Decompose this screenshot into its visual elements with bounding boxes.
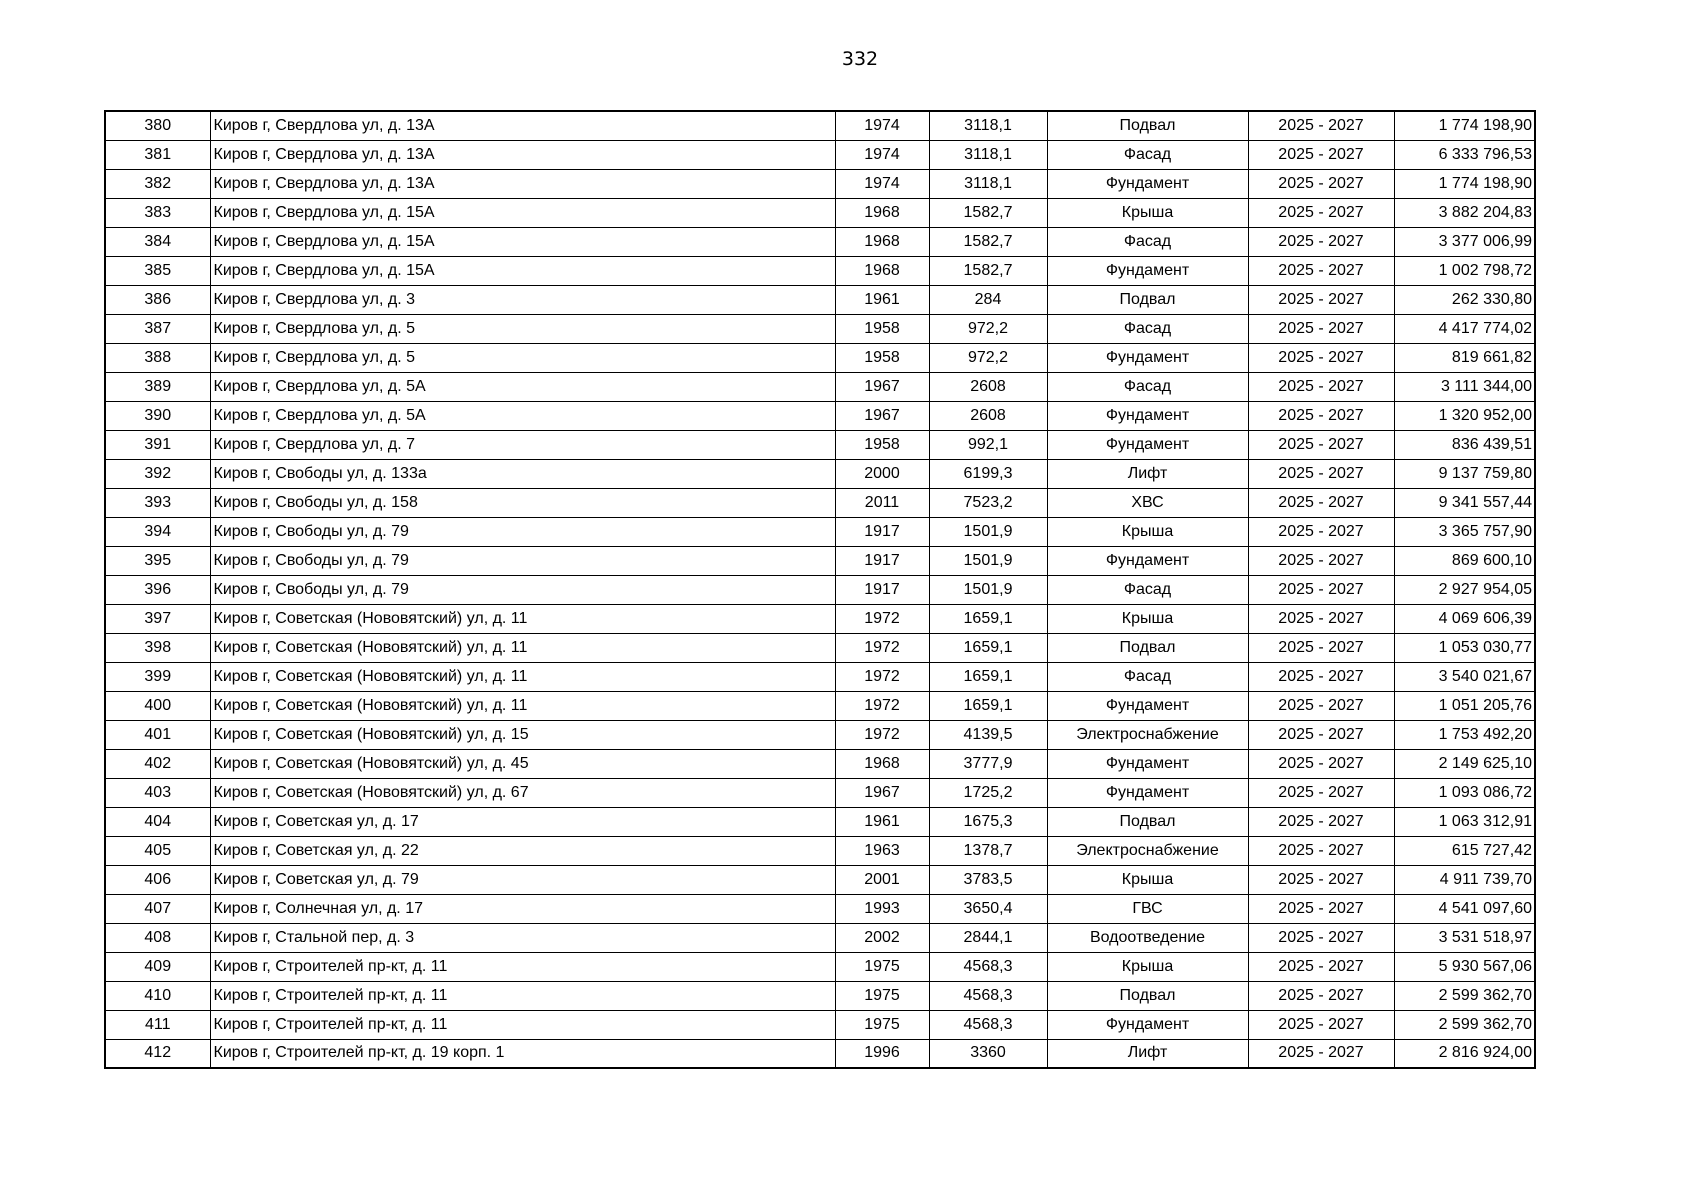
work-type-cell: Фундамент <box>1047 691 1248 720</box>
address-cell: Киров г, Свердлова ул, д. 5А <box>210 372 835 401</box>
address-cell: Киров г, Строителей пр-кт, д. 11 <box>210 981 835 1010</box>
row-number-cell: 402 <box>105 749 210 778</box>
cost-cell: 819 661,82 <box>1394 343 1535 372</box>
cost-cell: 3 365 757,90 <box>1394 517 1535 546</box>
cost-cell: 3 531 518,97 <box>1394 923 1535 952</box>
year-built-cell: 1972 <box>835 720 929 749</box>
period-cell: 2025 - 2027 <box>1248 314 1394 343</box>
area-cell: 1501,9 <box>929 517 1047 546</box>
address-cell: Киров г, Советская (Нововятский) ул, д. 15 <box>210 720 835 749</box>
work-type-cell: Фасад <box>1047 314 1248 343</box>
year-built-cell: 1958 <box>835 343 929 372</box>
address-cell: Киров г, Свердлова ул, д. 3 <box>210 285 835 314</box>
address-cell: Киров г, Свердлова ул, д. 7 <box>210 430 835 459</box>
cost-cell: 2 149 625,10 <box>1394 749 1535 778</box>
period-cell: 2025 - 2027 <box>1248 633 1394 662</box>
table-row <box>105 111 1535 140</box>
row-number-cell: 395 <box>105 546 210 575</box>
table-row <box>105 720 1535 749</box>
address-cell: Киров г, Советская (Нововятский) ул, д. 11 <box>210 633 835 662</box>
cost-cell: 1 093 086,72 <box>1394 778 1535 807</box>
cost-cell: 3 882 204,83 <box>1394 198 1535 227</box>
period-cell: 2025 - 2027 <box>1248 865 1394 894</box>
work-type-cell: Крыша <box>1047 865 1248 894</box>
row-number-cell: 381 <box>105 140 210 169</box>
table-row <box>105 923 1535 952</box>
cost-cell: 615 727,42 <box>1394 836 1535 865</box>
row-number-cell: 408 <box>105 923 210 952</box>
table-row <box>105 807 1535 836</box>
work-type-cell: Крыша <box>1047 604 1248 633</box>
area-cell: 1582,7 <box>929 256 1047 285</box>
address-cell: Киров г, Советская ул, д. 79 <box>210 865 835 894</box>
work-type-cell: Фундамент <box>1047 430 1248 459</box>
area-cell: 2608 <box>929 401 1047 430</box>
cost-cell: 4 911 739,70 <box>1394 865 1535 894</box>
period-cell: 2025 - 2027 <box>1248 1039 1394 1068</box>
address-cell: Киров г, Свердлова ул, д. 15А <box>210 227 835 256</box>
year-built-cell: 1968 <box>835 227 929 256</box>
cost-cell: 2 599 362,70 <box>1394 1010 1535 1039</box>
work-type-cell: Фундамент <box>1047 343 1248 372</box>
table-row <box>105 894 1535 923</box>
row-number-cell: 390 <box>105 401 210 430</box>
cost-cell: 1 774 198,90 <box>1394 169 1535 198</box>
work-type-cell: Лифт <box>1047 459 1248 488</box>
row-number-cell: 412 <box>105 1039 210 1068</box>
address-cell: Киров г, Свердлова ул, д. 5 <box>210 314 835 343</box>
period-cell: 2025 - 2027 <box>1248 169 1394 198</box>
address-cell: Киров г, Строителей пр-кт, д. 11 <box>210 1010 835 1039</box>
area-cell: 1659,1 <box>929 662 1047 691</box>
row-number-cell: 385 <box>105 256 210 285</box>
work-type-cell: Фасад <box>1047 372 1248 401</box>
row-number-cell: 410 <box>105 981 210 1010</box>
work-type-cell: Фундамент <box>1047 1010 1248 1039</box>
address-cell: Киров г, Свердлова ул, д. 13А <box>210 111 835 140</box>
year-built-cell: 1974 <box>835 111 929 140</box>
area-cell: 3650,4 <box>929 894 1047 923</box>
table-row <box>105 517 1535 546</box>
table-row <box>105 401 1535 430</box>
row-number-cell: 384 <box>105 227 210 256</box>
area-cell: 2844,1 <box>929 923 1047 952</box>
address-cell: Киров г, Советская ул, д. 17 <box>210 807 835 836</box>
year-built-cell: 1972 <box>835 662 929 691</box>
area-cell: 3118,1 <box>929 169 1047 198</box>
period-cell: 2025 - 2027 <box>1248 343 1394 372</box>
area-cell: 1501,9 <box>929 546 1047 575</box>
table-row <box>105 952 1535 981</box>
area-cell: 972,2 <box>929 314 1047 343</box>
work-type-cell: Лифт <box>1047 1039 1248 1068</box>
work-type-cell: Водоотведение <box>1047 923 1248 952</box>
cost-cell: 3 111 344,00 <box>1394 372 1535 401</box>
period-cell: 2025 - 2027 <box>1248 662 1394 691</box>
table-row <box>105 488 1535 517</box>
period-cell: 2025 - 2027 <box>1248 140 1394 169</box>
address-cell: Киров г, Свердлова ул, д. 5А <box>210 401 835 430</box>
cost-cell: 3 540 021,67 <box>1394 662 1535 691</box>
table-row <box>105 865 1535 894</box>
table-row <box>105 546 1535 575</box>
year-built-cell: 1993 <box>835 894 929 923</box>
address-cell: Киров г, Свердлова ул, д. 15А <box>210 256 835 285</box>
period-cell: 2025 - 2027 <box>1248 604 1394 633</box>
cost-cell: 4 541 097,60 <box>1394 894 1535 923</box>
row-number-cell: 391 <box>105 430 210 459</box>
work-type-cell: Крыша <box>1047 517 1248 546</box>
cost-cell: 5 930 567,06 <box>1394 952 1535 981</box>
table-row <box>105 778 1535 807</box>
address-cell: Киров г, Солнечная ул, д. 17 <box>210 894 835 923</box>
work-type-cell: Фундамент <box>1047 169 1248 198</box>
table-row <box>105 372 1535 401</box>
period-cell: 2025 - 2027 <box>1248 198 1394 227</box>
period-cell: 2025 - 2027 <box>1248 575 1394 604</box>
work-type-cell: Подвал <box>1047 807 1248 836</box>
work-type-cell: Фундамент <box>1047 778 1248 807</box>
table-row <box>105 836 1535 865</box>
cost-cell: 869 600,10 <box>1394 546 1535 575</box>
year-built-cell: 1975 <box>835 1010 929 1039</box>
year-built-cell: 1967 <box>835 778 929 807</box>
row-number-cell: 383 <box>105 198 210 227</box>
cost-cell: 1 753 492,20 <box>1394 720 1535 749</box>
period-cell: 2025 - 2027 <box>1248 256 1394 285</box>
cost-cell: 1 774 198,90 <box>1394 111 1535 140</box>
address-cell: Киров г, Свердлова ул, д. 5 <box>210 343 835 372</box>
year-built-cell: 1975 <box>835 981 929 1010</box>
address-cell: Киров г, Строителей пр-кт, д. 11 <box>210 952 835 981</box>
period-cell: 2025 - 2027 <box>1248 1010 1394 1039</box>
address-cell: Киров г, Свердлова ул, д. 13А <box>210 169 835 198</box>
work-type-cell: Фасад <box>1047 140 1248 169</box>
area-cell: 972,2 <box>929 343 1047 372</box>
year-built-cell: 1967 <box>835 372 929 401</box>
cost-cell: 262 330,80 <box>1394 285 1535 314</box>
period-cell: 2025 - 2027 <box>1248 546 1394 575</box>
year-built-cell: 1968 <box>835 198 929 227</box>
row-number-cell: 388 <box>105 343 210 372</box>
period-cell: 2025 - 2027 <box>1248 285 1394 314</box>
table-row <box>105 1039 1535 1068</box>
year-built-cell: 1975 <box>835 952 929 981</box>
area-cell: 2608 <box>929 372 1047 401</box>
table-row <box>105 169 1535 198</box>
period-cell: 2025 - 2027 <box>1248 488 1394 517</box>
table-row <box>105 430 1535 459</box>
work-type-cell: Крыша <box>1047 952 1248 981</box>
row-number-cell: 397 <box>105 604 210 633</box>
row-number-cell: 404 <box>105 807 210 836</box>
area-cell: 284 <box>929 285 1047 314</box>
cost-cell: 2 927 954,05 <box>1394 575 1535 604</box>
row-number-cell: 394 <box>105 517 210 546</box>
year-built-cell: 1972 <box>835 691 929 720</box>
work-type-cell: Фундамент <box>1047 749 1248 778</box>
area-cell: 7523,2 <box>929 488 1047 517</box>
table-row <box>105 256 1535 285</box>
row-number-cell: 407 <box>105 894 210 923</box>
address-cell: Киров г, Свердлова ул, д. 15А <box>210 198 835 227</box>
period-cell: 2025 - 2027 <box>1248 981 1394 1010</box>
area-cell: 3783,5 <box>929 865 1047 894</box>
year-built-cell: 2011 <box>835 488 929 517</box>
year-built-cell: 1958 <box>835 430 929 459</box>
area-cell: 1378,7 <box>929 836 1047 865</box>
cost-cell: 4 417 774,02 <box>1394 314 1535 343</box>
row-number-cell: 398 <box>105 633 210 662</box>
year-built-cell: 1968 <box>835 256 929 285</box>
table-row <box>105 140 1535 169</box>
work-type-cell: Электроснабжение <box>1047 836 1248 865</box>
area-cell: 4568,3 <box>929 981 1047 1010</box>
period-cell: 2025 - 2027 <box>1248 227 1394 256</box>
year-built-cell: 2002 <box>835 923 929 952</box>
table-row <box>105 633 1535 662</box>
address-cell: Киров г, Советская (Нововятский) ул, д. 67 <box>210 778 835 807</box>
row-number-cell: 392 <box>105 459 210 488</box>
table-row <box>105 314 1535 343</box>
period-cell: 2025 - 2027 <box>1248 952 1394 981</box>
cost-cell: 3 377 006,99 <box>1394 227 1535 256</box>
period-cell: 2025 - 2027 <box>1248 720 1394 749</box>
cost-cell: 1 051 205,76 <box>1394 691 1535 720</box>
address-cell: Киров г, Советская ул, д. 22 <box>210 836 835 865</box>
table-row <box>105 604 1535 633</box>
row-number-cell: 406 <box>105 865 210 894</box>
year-built-cell: 1917 <box>835 517 929 546</box>
row-number-cell: 389 <box>105 372 210 401</box>
year-built-cell: 1972 <box>835 604 929 633</box>
year-built-cell: 1917 <box>835 546 929 575</box>
period-cell: 2025 - 2027 <box>1248 836 1394 865</box>
table-row <box>105 691 1535 720</box>
period-cell: 2025 - 2027 <box>1248 807 1394 836</box>
row-number-cell: 401 <box>105 720 210 749</box>
area-cell: 1659,1 <box>929 633 1047 662</box>
address-cell: Киров г, Стальной пер, д. 3 <box>210 923 835 952</box>
table-body <box>105 111 1535 1068</box>
year-built-cell: 1917 <box>835 575 929 604</box>
area-cell: 1675,3 <box>929 807 1047 836</box>
work-type-cell: Фасад <box>1047 575 1248 604</box>
area-cell: 1501,9 <box>929 575 1047 604</box>
area-cell: 1582,7 <box>929 227 1047 256</box>
cost-cell: 836 439,51 <box>1394 430 1535 459</box>
area-cell: 1725,2 <box>929 778 1047 807</box>
year-built-cell: 2001 <box>835 865 929 894</box>
work-type-cell: Фундамент <box>1047 256 1248 285</box>
row-number-cell: 411 <box>105 1010 210 1039</box>
cost-cell: 2 599 362,70 <box>1394 981 1535 1010</box>
year-built-cell: 1972 <box>835 633 929 662</box>
work-type-cell: Подвал <box>1047 981 1248 1010</box>
area-cell: 4139,5 <box>929 720 1047 749</box>
year-built-cell: 2000 <box>835 459 929 488</box>
year-built-cell: 1963 <box>835 836 929 865</box>
address-cell: Киров г, Свободы ул, д. 158 <box>210 488 835 517</box>
area-cell: 1659,1 <box>929 604 1047 633</box>
period-cell: 2025 - 2027 <box>1248 430 1394 459</box>
row-number-cell: 405 <box>105 836 210 865</box>
capital-repair-table <box>104 110 1536 1069</box>
cost-cell: 1 002 798,72 <box>1394 256 1535 285</box>
table-row <box>105 459 1535 488</box>
period-cell: 2025 - 2027 <box>1248 401 1394 430</box>
cost-cell: 2 816 924,00 <box>1394 1039 1535 1068</box>
period-cell: 2025 - 2027 <box>1248 894 1394 923</box>
area-cell: 3118,1 <box>929 111 1047 140</box>
row-number-cell: 403 <box>105 778 210 807</box>
year-built-cell: 1958 <box>835 314 929 343</box>
work-type-cell: Фундамент <box>1047 401 1248 430</box>
page-number: 332 <box>841 48 879 70</box>
table-row <box>105 749 1535 778</box>
cost-cell: 1 053 030,77 <box>1394 633 1535 662</box>
work-type-cell: Фасад <box>1047 227 1248 256</box>
period-cell: 2025 - 2027 <box>1248 372 1394 401</box>
period-cell: 2025 - 2027 <box>1248 749 1394 778</box>
cost-cell: 1 320 952,00 <box>1394 401 1535 430</box>
work-type-cell: ХВС <box>1047 488 1248 517</box>
cost-cell: 4 069 606,39 <box>1394 604 1535 633</box>
table-row <box>105 198 1535 227</box>
area-cell: 3118,1 <box>929 140 1047 169</box>
row-number-cell: 399 <box>105 662 210 691</box>
cost-cell: 6 333 796,53 <box>1394 140 1535 169</box>
period-cell: 2025 - 2027 <box>1248 111 1394 140</box>
row-number-cell: 396 <box>105 575 210 604</box>
table-row <box>105 575 1535 604</box>
period-cell: 2025 - 2027 <box>1248 517 1394 546</box>
address-cell: Киров г, Свердлова ул, д. 13А <box>210 140 835 169</box>
work-type-cell: Электроснабжение <box>1047 720 1248 749</box>
work-type-cell: Крыша <box>1047 198 1248 227</box>
period-cell: 2025 - 2027 <box>1248 778 1394 807</box>
table-row <box>105 662 1535 691</box>
row-number-cell: 382 <box>105 169 210 198</box>
year-built-cell: 1961 <box>835 285 929 314</box>
row-number-cell: 393 <box>105 488 210 517</box>
work-type-cell: Фасад <box>1047 662 1248 691</box>
table-row <box>105 343 1535 372</box>
address-cell: Киров г, Свободы ул, д. 79 <box>210 575 835 604</box>
address-cell: Киров г, Советская (Нововятский) ул, д. 11 <box>210 662 835 691</box>
work-type-cell: Подвал <box>1047 285 1248 314</box>
work-type-cell: Фундамент <box>1047 546 1248 575</box>
year-built-cell: 1974 <box>835 169 929 198</box>
address-cell: Киров г, Советская (Нововятский) ул, д. 45 <box>210 749 835 778</box>
address-cell: Киров г, Свободы ул, д. 133а <box>210 459 835 488</box>
work-type-cell: Подвал <box>1047 111 1248 140</box>
work-type-cell: ГВС <box>1047 894 1248 923</box>
row-number-cell: 409 <box>105 952 210 981</box>
year-built-cell: 1968 <box>835 749 929 778</box>
cost-cell: 9 341 557,44 <box>1394 488 1535 517</box>
row-number-cell: 400 <box>105 691 210 720</box>
area-cell: 1582,7 <box>929 198 1047 227</box>
year-built-cell: 1961 <box>835 807 929 836</box>
address-cell: Киров г, Свободы ул, д. 79 <box>210 546 835 575</box>
work-type-cell: Подвал <box>1047 633 1248 662</box>
row-number-cell: 386 <box>105 285 210 314</box>
area-cell: 4568,3 <box>929 952 1047 981</box>
cost-cell: 1 063 312,91 <box>1394 807 1535 836</box>
period-cell: 2025 - 2027 <box>1248 459 1394 488</box>
area-cell: 1659,1 <box>929 691 1047 720</box>
period-cell: 2025 - 2027 <box>1248 691 1394 720</box>
area-cell: 3360 <box>929 1039 1047 1068</box>
address-cell: Киров г, Советская (Нововятский) ул, д. 11 <box>210 604 835 633</box>
cost-cell: 9 137 759,80 <box>1394 459 1535 488</box>
area-cell: 6199,3 <box>929 459 1047 488</box>
year-built-cell: 1967 <box>835 401 929 430</box>
year-built-cell: 1996 <box>835 1039 929 1068</box>
table-row <box>105 1010 1535 1039</box>
area-cell: 992,1 <box>929 430 1047 459</box>
address-cell: Киров г, Строителей пр-кт, д. 19 корп. 1 <box>210 1039 835 1068</box>
area-cell: 3777,9 <box>929 749 1047 778</box>
table-row <box>105 981 1535 1010</box>
address-cell: Киров г, Советская (Нововятский) ул, д. 11 <box>210 691 835 720</box>
table-row <box>105 227 1535 256</box>
row-number-cell: 387 <box>105 314 210 343</box>
area-cell: 4568,3 <box>929 1010 1047 1039</box>
table-row <box>105 285 1535 314</box>
row-number-cell: 380 <box>105 111 210 140</box>
period-cell: 2025 - 2027 <box>1248 923 1394 952</box>
year-built-cell: 1974 <box>835 140 929 169</box>
address-cell: Киров г, Свободы ул, д. 79 <box>210 517 835 546</box>
